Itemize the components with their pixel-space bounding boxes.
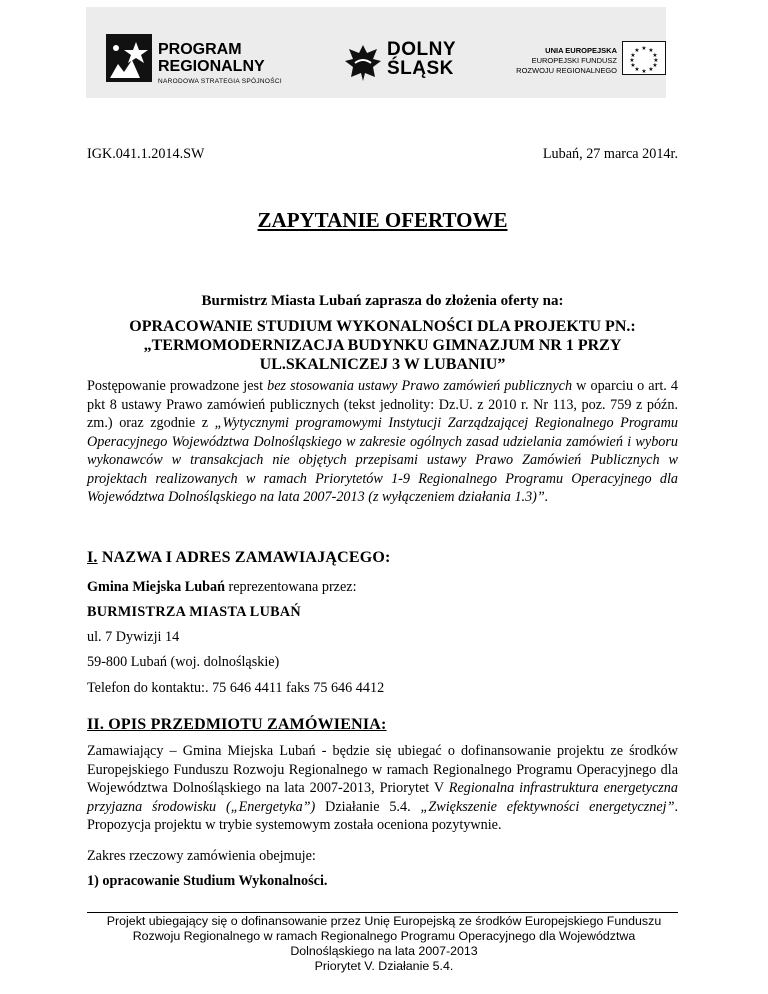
eu-logo-line2: EUROPEJSKI FUNDUSZ [531,56,617,65]
footer [60,914,708,974]
document-title: ZAPYTANIE OFERTOWE [257,208,508,232]
invitation-line: Burmistrz Miasta Lubań zaprasza do złożenia oferty na: [201,293,564,309]
place-date: Lubań, 27 marca 2014r. [542,146,678,162]
reference-number: IGK.041.1.2014.SW [87,146,205,162]
city-address: 59-800 Lubań (woj. dolnośląskie) [87,654,280,670]
program-logo-line2: REGIONALNY [158,58,265,75]
svg-text:★: ★ [648,47,654,54]
entity-rest: reprezentowana przez: [224,579,357,595]
intro-text-3: w oparciu o art. 4 pkt 8 ustawy Prawo zamówień publicznych (tekst jednolity: Dz.U. z 2010 r. Nr 113, poz. 759 z późn. zm.) oraz zgodnie z [87,378,678,431]
svg-text:★: ★ [634,66,640,73]
street-address: ul. 7 Dywizji 14 [87,629,180,645]
entity-name: Gmina Miejska Lubań [87,579,225,595]
region-logo-line1: DOLNY [387,39,456,60]
program-regionalny-emblem-icon [106,34,152,82]
section-2-paragraph [87,742,678,835]
eu-flag-icon [622,41,666,75]
region-logo-line2: ŚLĄSK [387,58,454,79]
s2-text-4: „Zwiększenie efektywności energetycznej” [420,798,675,815]
intro-paragraph [87,377,678,507]
s2-text-3: Działanie 5.4. [315,798,421,815]
subject-line-1: OPRACOWANIE STUDIUM WYKONALNOŚCI DLA PROJEKTU PN.: [129,318,636,335]
section-1-number: I. [87,549,98,566]
program-logo-line1: PROGRAM [158,41,242,58]
svg-text:★: ★ [653,57,659,64]
section-2-heading [87,716,387,734]
scope-item-1: 1) opracowanie Studium Wykonalności. [87,873,328,889]
footer-line-2: Rozwoju Regionalnego w ramach Regionalnego Programu Operacyjnego dla Województwa [132,929,636,943]
eu-logo-line1: UNIA EUROPEJSKA [545,46,617,55]
section-1-title: NAZWA I ADRES ZAMAWIAJĄCEGO: [97,549,391,566]
contact-phone: Telefon do kontaktu:. 75 646 4411 faks 75 646 4412 [87,680,385,696]
s2-text-5: . Propozycja projektu w trybie systemowym została oceniona pozytywnie. [87,798,679,833]
s2-text-1: Zamawiający – Gmina Miejska Lubań - będzie się ubiegać o dofinansowanie projektu ze środków Europejskiego Funduszu Rozwoju Regionalnego w ramach Regionalnego Programu Operacyjnego dla Województwa Dolnośląskiego na lata 2007-2013, Priorytet V [87,743,678,796]
scope-intro: Zakres rzeczowy zamówienia obejmuje: [87,848,316,864]
subject-line-3: UL.SKALNICZEJ 3 W LUBANIU” [259,356,506,373]
intro-text-1: Postępowanie prowadzone jest [87,378,268,394]
footer-line-3: Dolnośląskiego na lata 2007-2013 [290,944,478,958]
section-2-title: OPIS PRZEDMIOTU ZAMÓWIENIA: [104,716,387,733]
svg-text:★: ★ [648,66,654,73]
eu-logo-line3: ROZWOJU REGIONALNEGO [516,66,617,75]
footer-divider [87,912,678,913]
representative: BURMISTRZA MIASTA LUBAŃ [87,604,301,620]
eagle-crest-icon [343,41,383,83]
program-logo-subtitle: NARODOWA STRATEGIA SPÓJNOŚCI [158,78,282,85]
subject-block [87,317,678,374]
svg-text:★: ★ [641,68,647,75]
section-2-number: II. [87,716,105,733]
svg-text:★: ★ [652,62,658,69]
intro-text-2: bez stosowania ustawy Prawo zamówień publicznych [267,378,573,394]
svg-text:★: ★ [630,52,636,59]
svg-text:★: ★ [652,52,658,59]
entity-line [87,578,357,597]
svg-text:★: ★ [630,62,636,69]
footer-line-1: Projekt ubiegający się o dofinansowanie przez Unię Europejską ze środków Europejskiego Funduszu [106,914,662,928]
svg-text:★: ★ [641,45,647,52]
intro-text-4: „Wytycznymi programowymi Instytucji Zarządzającej Regionalnego Programu Operacyjnego Województwa Dolnośląskiego w zakresie ogólnych zasad udzielania zamówień i wyboru wykonawców w transakcjach nie objętych przepisami ustawy Prawo Zamówień Publicznych w projektach realizowanych w ramach Priorytetów 1-9 Regionalnego Programu Operacyjnego dla Województwa Dolnośląskiego na lata 2007-2013 (z wyłączeniem działania 1.3)”. [87,415,678,505]
subject-line-2: „TERMOMODERNIZACJA BUDYNKU GIMNAZJUM NR 1 PRZY [143,337,622,354]
s2-text-2: Regionalna infrastruktura energetyczna przyjazna środowisku („Energetyka”) [87,780,678,815]
svg-text:★: ★ [629,57,635,64]
section-1-heading [87,549,391,567]
footer-line-4: Priorytet V. Działanie 5.4. [314,959,454,973]
svg-text:★: ★ [634,47,640,54]
